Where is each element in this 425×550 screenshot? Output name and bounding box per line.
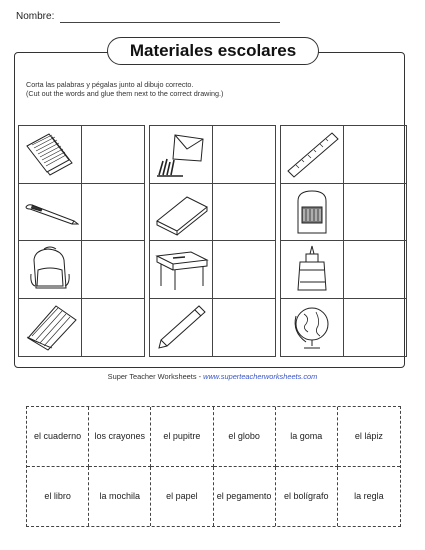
book-icon: [153, 187, 210, 237]
footer-brand: Super Teacher Worksheets -: [107, 372, 204, 381]
desk-icon: [153, 244, 210, 294]
answer-blank[interactable]: [344, 299, 407, 357]
answer-blank[interactable]: [82, 241, 145, 299]
answer-blank[interactable]: [82, 299, 145, 357]
pen-icon: [22, 187, 79, 237]
word-card[interactable]: el bolígrafo: [276, 467, 338, 527]
globe-icon: [284, 302, 341, 352]
crayons-icon: [153, 129, 210, 179]
word-card[interactable]: la goma: [276, 407, 338, 467]
pencil-icon: [153, 302, 210, 352]
instructions-spanish: Corta las palabras y pégalas junto al dibujo correcto.: [26, 80, 194, 89]
picture-cell: [150, 299, 213, 357]
worksheet-title: Materiales escolares: [107, 37, 319, 65]
answer-blank[interactable]: [213, 126, 276, 184]
picture-grid-1: [18, 125, 145, 357]
footer-url[interactable]: www.superteacherworksheets.com: [203, 372, 318, 381]
instructions: [26, 80, 223, 98]
word-card[interactable]: el cuaderno: [27, 407, 89, 467]
picture-cell: [19, 241, 82, 299]
word-card[interactable]: los crayones: [89, 407, 151, 467]
word-card[interactable]: la mochila: [89, 467, 151, 527]
word-card[interactable]: el pupitre: [151, 407, 213, 467]
picture-cell: [19, 299, 82, 357]
glue-icon: [284, 244, 341, 294]
word-card[interactable]: el globo: [214, 407, 276, 467]
name-label: Nombre:: [16, 11, 55, 22]
picture-cell: [281, 299, 344, 357]
word-card[interactable]: el papel: [151, 467, 213, 527]
picture-cell: [19, 126, 82, 184]
backpack-icon: [22, 244, 79, 294]
answer-blank[interactable]: [344, 126, 407, 184]
ruler-icon: [284, 129, 341, 179]
picture-cell: [19, 184, 82, 242]
picture-cell: [281, 241, 344, 299]
footer: [0, 372, 425, 381]
picture-cell: [150, 184, 213, 242]
answer-blank[interactable]: [213, 299, 276, 357]
picture-cell: [150, 241, 213, 299]
answer-blank[interactable]: [344, 241, 407, 299]
word-card[interactable]: el libro: [27, 467, 89, 527]
paper-icon: [22, 129, 79, 179]
answer-blank[interactable]: [213, 184, 276, 242]
picture-cell: [281, 126, 344, 184]
picture-grid-3: [280, 125, 407, 357]
picture-grid-2: [149, 125, 276, 357]
word-card[interactable]: el lápiz: [338, 407, 400, 467]
word-card[interactable]: la regla: [354, 490, 384, 501]
word-card[interactable]: el pegamento: [214, 467, 276, 527]
answer-blank[interactable]: [213, 241, 276, 299]
instructions-english: (Cut out the words and glue them next to the correct drawing.): [26, 89, 224, 98]
picture-cell: [281, 184, 344, 242]
answer-blank[interactable]: [344, 184, 407, 242]
sharpener-icon: [284, 187, 341, 237]
answer-blank[interactable]: [82, 184, 145, 242]
name-line[interactable]: [60, 22, 280, 23]
word-cutout-grid: [26, 406, 401, 527]
picture-cell: [150, 126, 213, 184]
answer-blank[interactable]: [82, 126, 145, 184]
notebook-icon: [22, 302, 79, 352]
